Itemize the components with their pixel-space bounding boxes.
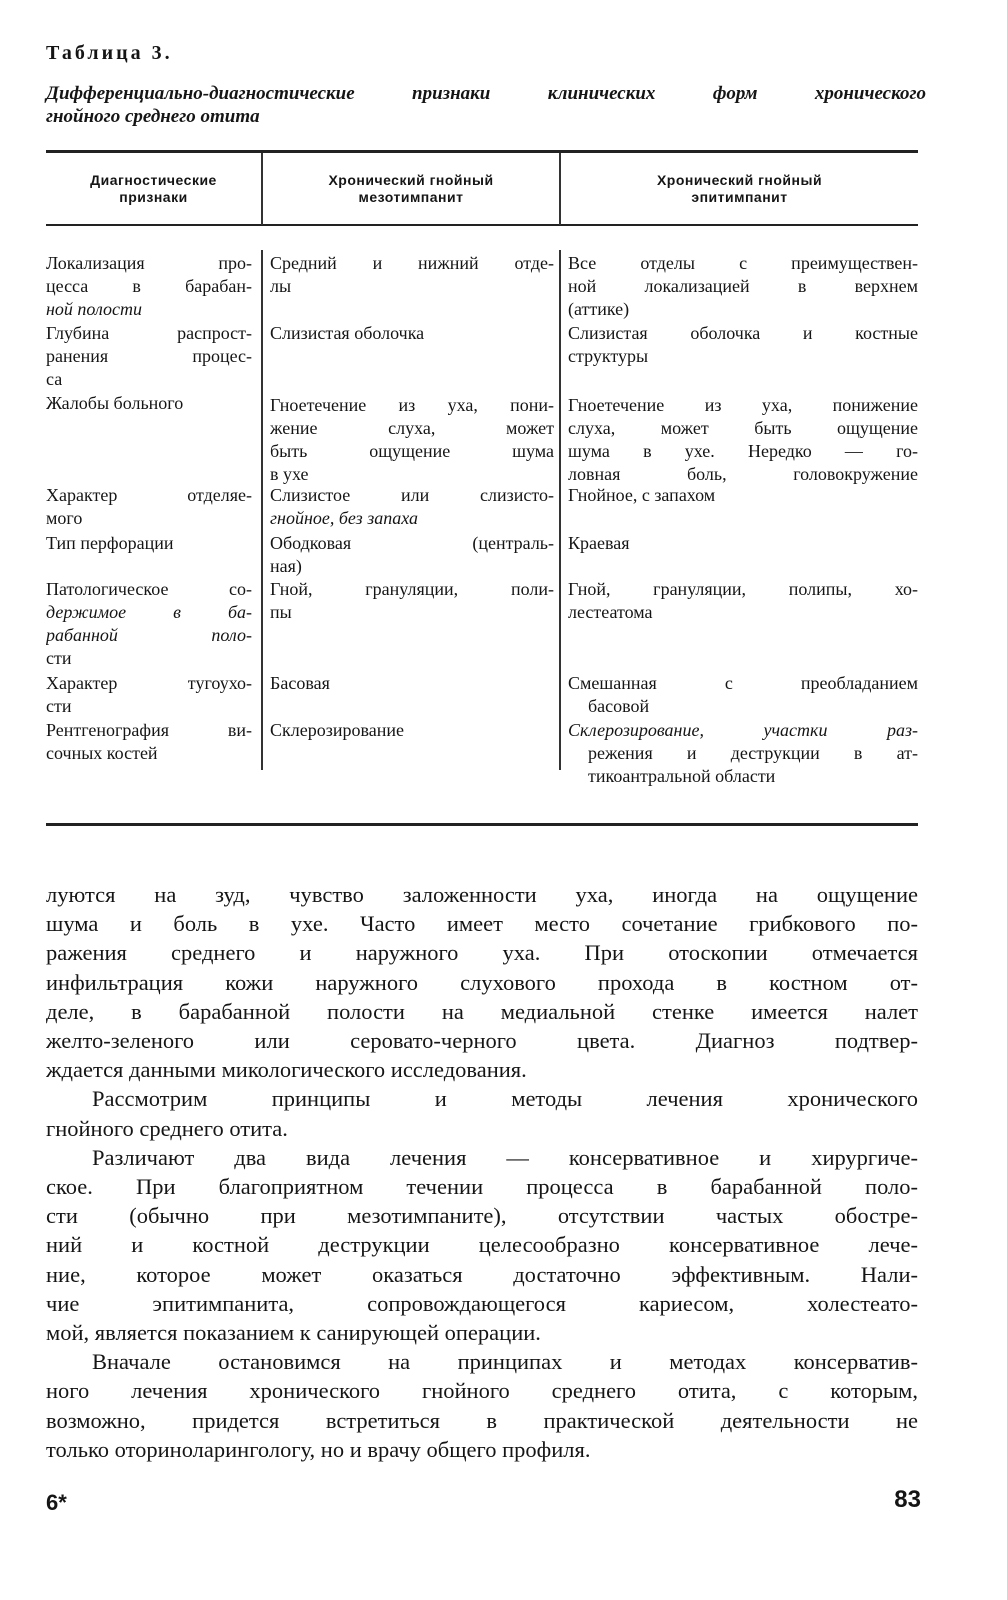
table-cell-epitympanitis: Смешанная с преобладанием басовой — [568, 673, 918, 716]
table-cell-sign: Характер отделяе- мого — [46, 485, 252, 528]
body-text — [46, 880, 918, 1464]
table-cell-epitympanitis: Гной, грануляции, полипы, хо- лестеатома — [568, 579, 918, 622]
table-cell-sign: Тип перфорации — [46, 533, 174, 553]
table-cell-sign: Жалобы больного — [46, 393, 184, 413]
table-header-rule — [46, 224, 918, 226]
table-cell-epitympanitis: Краевая — [568, 533, 630, 553]
table-title: Таблица 3. — [46, 42, 173, 64]
table-cell-mesotympanitis: Средний и нижний отде- лы — [270, 253, 554, 296]
table-cell-mesotympanitis: Ободковая (централь- ная) — [270, 533, 554, 576]
paragraph: Различают два вида лечения — консервативное и хирургиче- ское. При благоприятном течении процесса в барабанной поло- сти (обычно при мезотимпаните), отсутствии частых обостре- ний и костной деструкции целесообразно консервативное лече- ние, которое может оказаться достаточно эффективным. Нали- чие эпитимпанита, сопровождающегося кариесом, холестеато- мой, является показанием к санирующей операции. — [46, 1144, 918, 1346]
table-cell-epitympanitis: Гноетечение из уха, понижение слуха, может быть ощущение шума в ухе. Нередко — го- ловная боль, головокружение — [568, 395, 918, 484]
table-cell-sign: Глубина распрост- ранения процес- са — [46, 323, 252, 389]
table-caption-line: гнойного среднего отита — [46, 106, 260, 127]
paragraph: Рассмотрим принципы и методы лечения хронического гнойного среднего отита. — [46, 1086, 918, 1141]
table-cell-sign: Патологическое со- держимое в ба- рабанной поло- сти — [46, 579, 252, 668]
table-cell-epitympanitis: Слизистая оболочка и костные структуры — [568, 323, 918, 366]
table-cell-epitympanitis: Все отделы с преимуществен- ной локализацией в верхнем (аттике) — [568, 253, 918, 319]
table-cell-epitympanitis: Склерозирование, участки раз- режения и деструкции в ат- тикоантральной области — [568, 720, 918, 786]
table-cell-mesotympanitis: Гноетечение из уха, пони- жение слуха, может быть ощущение шума в ухе — [270, 395, 554, 484]
table-cell-sign: Рентгенография ви- сочных костей — [46, 720, 252, 763]
table-cell-mesotympanitis: Гной, грануляции, поли- пы — [270, 579, 554, 622]
table-cell-mesotympanitis: Слизистое или слизисто- гнойное, без запаха — [270, 485, 554, 528]
table-cell-sign: Характер тугоухо- сти — [46, 673, 252, 716]
table-caption-line: Дифференциально-диагностические признаки клинических форм хронического — [46, 83, 926, 104]
table-cell-mesotympanitis: Склерозирование — [270, 720, 404, 740]
signature-mark: 6* — [46, 1490, 67, 1515]
table-cell-sign: Локализация про- цесса в барабан- ной полости — [46, 253, 252, 319]
table-caption — [46, 82, 926, 128]
page-number: 83 — [894, 1486, 921, 1513]
paragraph: Вначале остановимся на принципах и методах консерватив- ного лечения хронического гнойного среднего отита, с которым, возможно, придется встретиться в практической деятельности не только оториноларингологу, но и врачу общего профиля. — [46, 1349, 918, 1462]
table-column-divider — [261, 250, 263, 770]
table-cell-epitympanitis: Гнойное, с запахом — [568, 485, 716, 505]
table-cell-mesotympanitis: Слизистая оболочка — [270, 323, 425, 343]
table-header-diagnostic-signs: Диагностические признаки — [90, 172, 217, 205]
table-cell-mesotympanitis: Басовая — [270, 673, 330, 693]
table-header-epitympanitis: Хронический гнойный эпитимпанит — [656, 172, 823, 205]
table-header-mesotympanitis: Хронический гнойный мезотимпанит — [328, 172, 494, 205]
table-column-divider — [559, 250, 561, 770]
table-top-rule — [46, 150, 918, 153]
table-bottom-rule — [46, 823, 918, 826]
paragraph: луются на зуд, чувство заложенности уха, иногда на ощущение шума и боль в ухе. Часто имеет место сочетание грибкового по- ражения среднего и наружного уха. При отоскопии отмечается инфильтрация кожи наружного слухового прохода в костном от- деле, в барабанной полости на медиальной стенке имеется налет желто-зеленого или серовато-черного цвета. Диагноз подтвер- ждается данными микологического исследования. — [46, 882, 918, 1083]
